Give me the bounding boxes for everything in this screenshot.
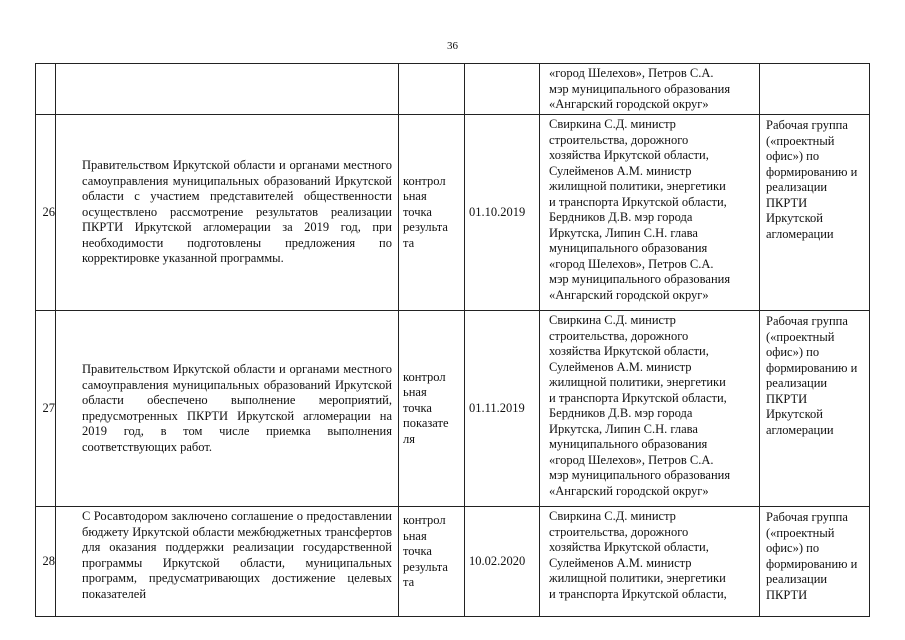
org-line: ПКРТИ bbox=[766, 587, 808, 602]
responsible-line: жилищной политики, энергетики bbox=[549, 179, 726, 193]
responsible-line: муниципального образования bbox=[549, 241, 708, 255]
responsible-line: муниципального образования bbox=[549, 437, 708, 451]
responsible-line: мэр муниципального образования bbox=[549, 272, 731, 286]
responsible-line: хозяйства Иркутской области, bbox=[549, 148, 709, 162]
type-line: результа bbox=[403, 220, 448, 235]
table-row-continuation bbox=[36, 64, 870, 115]
org-line: формированию и bbox=[766, 164, 858, 179]
responsible-line: Сулейменов А.М. министр bbox=[549, 163, 692, 178]
type-line: ьная bbox=[403, 189, 427, 204]
responsible-line: мэр муниципального образования bbox=[549, 81, 731, 96]
type-line: контрол bbox=[403, 513, 446, 527]
org-line: реализации bbox=[766, 180, 828, 194]
responsible-line: строительства, дорожного bbox=[549, 132, 689, 147]
org-line: Иркутской bbox=[766, 407, 823, 421]
row-number: 27 bbox=[36, 311, 56, 507]
org-line: Рабочая группа bbox=[766, 314, 848, 328]
row-description: С Росавтодором заключено соглашение о предоставлении бюджету Иркутской области межбюджетных трансфертов для оказания поддержки реализации государственной программы Иркутской области, муниципальных программ, предусматривающих достижение целевых показателей bbox=[56, 507, 399, 617]
row-number: 28 bbox=[36, 507, 56, 617]
responsible-line: жилищной политики, энергетики bbox=[549, 375, 726, 389]
responsible-line: и транспорта Иркутской области, bbox=[549, 586, 727, 601]
row-responsible bbox=[540, 311, 760, 507]
responsible-line: «город Шелехов», Петров С.А. bbox=[549, 66, 714, 80]
table-row bbox=[36, 507, 870, 617]
cell-description bbox=[56, 64, 399, 115]
row-date: 01.11.2019 bbox=[465, 311, 540, 507]
cell-num bbox=[36, 64, 56, 115]
cell-type bbox=[399, 64, 465, 115]
responsible-line: «Ангарский городской округ» bbox=[549, 483, 709, 498]
type-line: точка bbox=[403, 544, 432, 558]
responsible-line: Свиркина С.Д. министр bbox=[549, 509, 676, 523]
org-line: Рабочая группа bbox=[766, 510, 848, 524]
row-organization bbox=[760, 311, 870, 507]
org-line: Иркутской bbox=[766, 211, 823, 225]
plan-table bbox=[35, 63, 870, 617]
responsible-line: Иркутска, Липин С.Н. глава bbox=[549, 421, 698, 436]
responsible-line: «Ангарский городской округ» bbox=[549, 287, 709, 302]
type-line: результа bbox=[403, 559, 448, 574]
cell-org bbox=[760, 64, 870, 115]
table-row bbox=[36, 311, 870, 507]
type-line: показате bbox=[403, 416, 449, 431]
org-line: ПКРТИ bbox=[766, 391, 808, 406]
org-line: агломерации bbox=[766, 226, 834, 241]
org-line: офис») по bbox=[766, 149, 820, 163]
row-organization bbox=[760, 507, 870, 617]
row-number: 26 bbox=[36, 115, 56, 311]
type-line: контрол bbox=[403, 369, 446, 384]
type-line: та bbox=[403, 235, 415, 250]
responsible-line: хозяйства Иркутской области, bbox=[549, 344, 709, 358]
row-responsible bbox=[540, 507, 760, 617]
type-line: точка bbox=[403, 400, 432, 415]
row-type bbox=[399, 311, 465, 507]
type-line: ля bbox=[403, 431, 415, 446]
type-line: ьная bbox=[403, 528, 427, 543]
row-date: 01.10.2019 bbox=[465, 115, 540, 311]
row-responsible bbox=[540, 115, 760, 311]
org-line: Рабочая группа bbox=[766, 118, 848, 132]
row-type bbox=[399, 507, 465, 617]
responsible-line: Сулейменов А.М. министр bbox=[549, 359, 692, 374]
responsible-line: «город Шелехов», Петров С.А. bbox=[549, 452, 714, 467]
row-description: Правительством Иркутской области и органами местного самоуправления муниципальных образований Иркутской области обеспечено выполнение мероприятий, предусмотренных ПКРТИ Иркутской агломерации на 2019 год, в том числе приемка выполнения соответствующих работ. bbox=[56, 311, 399, 507]
org-line: офис») по bbox=[766, 541, 820, 555]
org-line: агломерации bbox=[766, 422, 834, 437]
responsible-line: «Ангарский городской округ» bbox=[549, 97, 709, 111]
responsible-line: строительства, дорожного bbox=[549, 524, 689, 539]
row-description: Правительством Иркутской области и органами местного самоуправления муниципальных образований Иркутской области с участием представителей общественности осуществлено рассмотрение результатов реализации ПКРТИ Иркутской агломерации за 2019 год, при необходимости подготовлены предложения по корректировке указанной программы. bbox=[56, 115, 399, 311]
responsible-line: Бердников Д.В. мэр города bbox=[549, 210, 693, 224]
org-line: ПКРТИ bbox=[766, 195, 808, 210]
responsible-line: «город Шелехов», Петров С.А. bbox=[549, 256, 714, 271]
org-line: формированию и bbox=[766, 360, 858, 375]
type-line: ьная bbox=[403, 385, 427, 400]
row-date: 10.02.2020 bbox=[465, 507, 540, 617]
table-row bbox=[36, 115, 870, 311]
responsible-line: Иркутска, Липин С.Н. глава bbox=[549, 225, 698, 240]
responsible-line: Бердников Д.В. мэр города bbox=[549, 406, 693, 420]
org-line: формированию и bbox=[766, 556, 858, 571]
responsible-line: жилищной политики, энергетики bbox=[549, 571, 726, 585]
org-line: («проектный bbox=[766, 525, 835, 540]
responsible-line: хозяйства Иркутской области, bbox=[549, 540, 709, 554]
org-line: реализации bbox=[766, 376, 828, 390]
responsible-line: и транспорта Иркутской области, bbox=[549, 194, 727, 209]
cell-responsible bbox=[540, 64, 760, 115]
responsible-line: мэр муниципального образования bbox=[549, 468, 731, 482]
org-line: («проектный bbox=[766, 133, 835, 148]
responsible-line: Свиркина С.Д. министр bbox=[549, 117, 676, 131]
org-line: реализации bbox=[766, 572, 828, 586]
responsible-line: строительства, дорожного bbox=[549, 328, 689, 343]
org-line: («проектный bbox=[766, 329, 835, 344]
type-line: контрол bbox=[403, 173, 446, 188]
type-line: та bbox=[403, 575, 415, 589]
row-organization bbox=[760, 115, 870, 311]
type-line: точка bbox=[403, 204, 432, 219]
responsible-line: и транспорта Иркутской области, bbox=[549, 390, 727, 405]
org-line: офис») по bbox=[766, 345, 820, 359]
cell-date bbox=[465, 64, 540, 115]
responsible-line: Сулейменов А.М. министр bbox=[549, 555, 692, 570]
page-number: 36 bbox=[447, 40, 458, 52]
row-type bbox=[399, 115, 465, 311]
responsible-line: Свиркина С.Д. министр bbox=[549, 313, 676, 327]
